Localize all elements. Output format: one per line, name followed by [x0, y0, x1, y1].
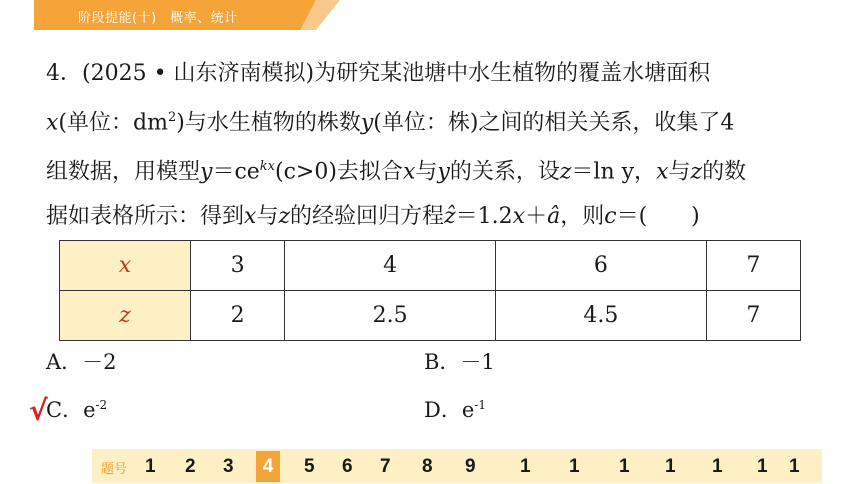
question-nav-item[interactable]: 5: [304, 456, 315, 477]
question-nav-item[interactable]: 6: [342, 456, 353, 477]
var-y: y: [437, 159, 450, 185]
check-mark-icon: √: [29, 394, 48, 427]
superscript-2: 2: [167, 110, 177, 125]
var-z: z: [278, 203, 291, 229]
line-3-text-d: (c>0)去拟合: [275, 159, 403, 185]
line-3-text-f: 与: [415, 159, 438, 185]
option-c-exponent: -2: [95, 398, 108, 412]
question-line-2: [46, 96, 836, 145]
superscript-kx: kx: [259, 159, 276, 175]
question-nav-item[interactable]: 2: [185, 456, 196, 477]
question-nav-item[interactable]: 1: [520, 456, 531, 477]
table-cell: 6: [495, 241, 706, 291]
section-title: 阶段提能(十) 概率、统计: [78, 11, 238, 26]
var-c: c: [604, 203, 617, 229]
line-4-text-a: 据如表格所示：得到: [46, 203, 245, 229]
question-nav-item[interactable]: 9: [465, 456, 476, 477]
line-4-text-k: ，则: [560, 203, 605, 229]
question-line-1: [46, 52, 836, 96]
table-cell: 4: [285, 241, 496, 291]
question-nav-item[interactable]: 3: [223, 456, 234, 477]
table-row: [60, 241, 801, 291]
question-text: [46, 52, 836, 239]
question-nav-item[interactable]: 1: [757, 456, 768, 477]
data-table: [59, 240, 801, 341]
table-cell: 2.5: [285, 291, 496, 341]
line-3-text-n: 的数: [702, 159, 747, 185]
row-header-x: x: [60, 241, 191, 291]
table-cell: 7: [706, 291, 800, 341]
question-source: (2025 • 山东济南模拟): [82, 61, 315, 86]
line-4-text-e: 的经验回归方程: [290, 203, 445, 229]
var-y: y: [360, 110, 374, 136]
question-nav-item[interactable]: 1: [619, 456, 630, 477]
line-3-text-j: ＝ln y，: [571, 159, 657, 185]
table-cell: 2: [191, 291, 285, 341]
line-2-text-e: (单位：株)之间的相关关系，收集了4: [373, 110, 735, 136]
table-cell: 7: [706, 241, 800, 291]
line-3-text-h: 的关系，设: [449, 159, 560, 185]
question-nav-item[interactable]: 1: [665, 456, 676, 477]
line-3-text-a: 组数据，用模型: [46, 159, 201, 185]
option-a[interactable]: A．－2: [46, 350, 117, 374]
question-nav-item[interactable]: 1: [145, 456, 156, 477]
answer-blank: ＝( ): [616, 203, 700, 229]
table-cell: 4.5: [495, 291, 706, 341]
question-line-1-text: 为研究某池塘中水生植物的覆盖水塘面积: [314, 61, 711, 86]
question-nav-item[interactable]: 8: [422, 456, 433, 477]
question-nav-item[interactable]: 1: [569, 456, 580, 477]
table-cell: 3: [191, 241, 285, 291]
question-nav-item[interactable]: 1: [789, 456, 800, 477]
var-a-hat: â: [547, 203, 561, 229]
question-nav-label: 题号: [101, 462, 128, 477]
line-2-text-c: )与水生植物的株数: [176, 110, 361, 136]
var-x: x: [656, 159, 669, 185]
line-4-text-i: ＋: [525, 203, 548, 229]
var-x: x: [402, 159, 416, 185]
line-2-text-b: (单位：dm: [58, 110, 168, 136]
var-x: x: [46, 110, 59, 136]
option-c-label: C．e: [46, 398, 96, 422]
option-b[interactable]: B．－1: [424, 350, 495, 374]
question-nav-item[interactable]: 7: [380, 456, 391, 477]
var-z-hat: ẑ: [444, 203, 456, 229]
table-row: [60, 291, 801, 341]
var-z: z: [559, 159, 572, 185]
question-line-3: [46, 145, 836, 194]
question-nav-item[interactable]: 1: [712, 456, 723, 477]
question-line-4: [46, 195, 836, 239]
header-bar: [0, 0, 860, 36]
question-nav-item-current[interactable]: 4: [256, 451, 280, 482]
var-x: x: [244, 203, 257, 229]
option-d[interactable]: [424, 394, 486, 424]
option-d-exponent: -1: [474, 398, 486, 412]
line-4-text-g: ＝1.2: [455, 203, 513, 229]
var-z: z: [690, 159, 703, 185]
question-nav-bar: [92, 449, 822, 483]
var-y: y: [200, 159, 213, 185]
line-3-text-c: ＝ce: [212, 159, 260, 185]
option-c[interactable]: [46, 394, 107, 424]
var-x: x: [512, 203, 526, 229]
line-4-text-c: 与: [256, 203, 279, 229]
row-header-z: z: [60, 291, 191, 341]
line-3-text-l: 与: [668, 159, 691, 185]
question-number: 4．: [46, 61, 82, 86]
option-d-label: D．e: [424, 398, 475, 422]
